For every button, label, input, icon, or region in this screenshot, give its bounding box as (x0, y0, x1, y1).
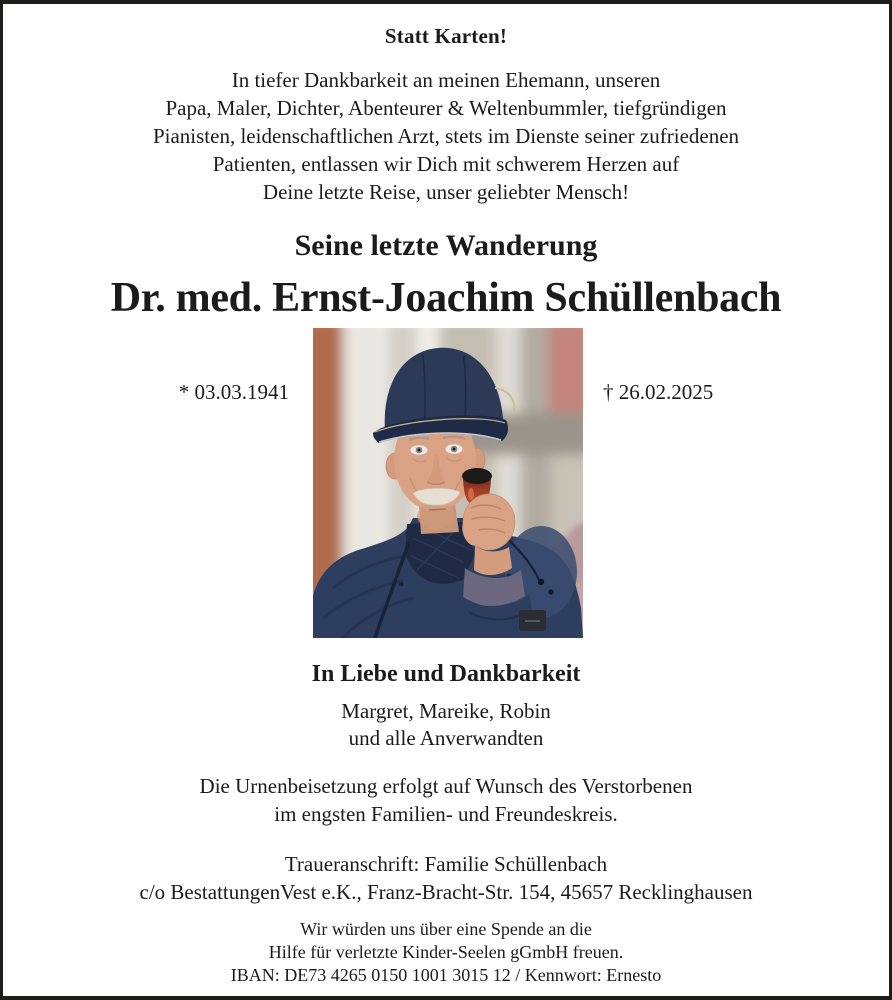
pre-header: Statt Karten! (384, 24, 508, 48)
donation-line: Wir würden uns über eine Spende an die (300, 919, 592, 939)
burial-line: im engsten Familien- und Freundeskreis. (274, 802, 618, 826)
birth-date: * 03.03.1941 (178, 380, 289, 404)
family-names (3, 698, 889, 752)
mourning-address (3, 850, 889, 906)
intro-line: Patienten, entlassen wir Dich mit schwerem Herzen auf (212, 152, 680, 176)
birth-date-column (3, 328, 313, 404)
motto-title: Seine letzte Wanderung (294, 229, 598, 262)
donation-line: Hilfe für verletzte Kinder-Seelen gGmbH freuen. (268, 942, 624, 962)
intro-line: Deine letzte Reise, unser geliebter Mensch! (262, 180, 630, 204)
intro-line: Papa, Maler, Dichter, Abenteurer & Weltenbummler, tiefgründigen (165, 96, 727, 120)
photo-row (3, 328, 889, 638)
intro-paragraph (3, 66, 889, 206)
intro-line: In tiefer Dankbarkeit an meinen Ehemann, unseren (231, 68, 661, 92)
address-line: c/o BestattungenVest e.K., Franz-Bracht-Str. 154, 45657 Recklinghausen (139, 880, 753, 904)
portrait-photo (313, 328, 583, 638)
intro-line: Pianisten, leidenschaftlichen Arzt, stets im Dienste seiner zufriedenen (152, 124, 740, 148)
burial-line: Die Urnenbeisetzung erfolgt auf Wunsch des Verstorbenen (199, 774, 693, 798)
address-line: Traueranschrift: Familie Schüllenbach (284, 852, 608, 876)
donation-info (3, 918, 889, 987)
closing-line: In Liebe und Dankbarkeit (311, 661, 581, 687)
death-date-column (583, 328, 889, 404)
family-line: Margret, Mareike, Robin (341, 699, 551, 723)
deceased-name: Dr. med. Ernst-Joachim Schüllenbach (110, 275, 782, 321)
burial-info (3, 772, 889, 828)
donation-line: IBAN: DE73 4265 0150 1001 3015 12 / Kennwort: Ernesto (230, 965, 662, 985)
family-line: und alle Anverwandten (348, 726, 544, 750)
portrait-photo-illustration (313, 328, 583, 638)
death-date: † 26.02.2025 (603, 380, 714, 404)
